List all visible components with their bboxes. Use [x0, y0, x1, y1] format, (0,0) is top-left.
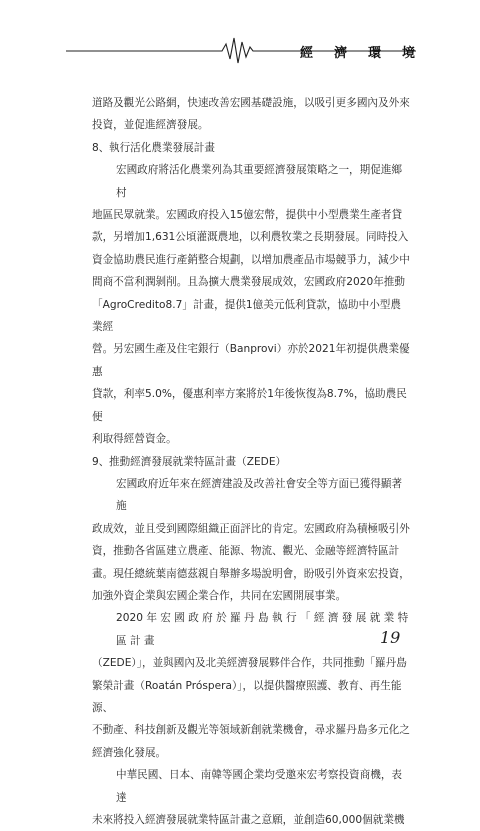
paragraph-line: 資，推動各省區建立農產、能源、物流、觀光、金融等經濟特區計: [92, 545, 400, 558]
paragraph-line: 道路及觀光公路網，快速改善宏國基礎設施，以吸引更多國內及外來: [92, 97, 410, 109]
item-9-paragraph-1: [92, 473, 410, 607]
paragraph-line: 款，另增加1,631公頃灌溉農地，以利農牧業之長期發展。同時投入: [92, 231, 409, 244]
body-text: [92, 92, 410, 831]
paragraph-line: 投資，並促進經濟發展。: [92, 119, 209, 132]
paragraph-line: 利取得經營資金。: [92, 433, 177, 446]
section-title-char: 境: [401, 46, 416, 61]
item-heading-text: 推動經濟發展就業特區計畫（ZEDE）: [109, 455, 287, 468]
paragraph-line: 「AgroCredito8.7」計畫，提供1億美元低利貸款，協助中小型農業經: [92, 298, 401, 334]
page-header: [0, 0, 480, 80]
paragraph-line: 營。另宏國生產及住宅銀行（Banprovi）亦於2021年初提供農業優惠: [92, 343, 410, 378]
paragraph-line: 經濟強化發展。: [92, 746, 167, 759]
item-8-paragraph: [92, 159, 410, 450]
section-title-char: 環: [367, 46, 382, 61]
paragraph-line: 2020 年 宏 國 政 府 於 羅 丹 島 執 行 「 經 濟 發 展 就 業 特 區 計 畫: [116, 612, 409, 647]
paragraph-line: 地區民眾就業。宏國政府投入15億宏幣，提供中小型農業生產者貸: [92, 209, 403, 222]
section-title-char: 經: [300, 46, 315, 61]
paragraph-line: 未來將投入經濟發展就業特區計畫之意願，並創造60,000個就業機: [92, 814, 405, 826]
paragraph-line: 畫。現任總統葉南德茲親自舉辦多場說明會，盼吸引外資來宏投資，: [92, 567, 410, 580]
item-heading-text: 執行活化農業發展計畫: [109, 141, 215, 154]
section-title: [300, 42, 416, 61]
item-9-paragraph-3: [92, 764, 410, 831]
item-9-heading: [92, 451, 410, 473]
paragraph-line: 繁榮計畫（Roatán Próspera）」，以提供醫療照護、教育、再生能源、: [92, 679, 402, 714]
paragraph-line: 宏國政府近年來在經濟建設及改善社會安全等方面已獲得顯著施: [116, 477, 403, 513]
paragraph-line: 貸款，利率5.0%，優惠利率方案將於1年後恢復為8.7%，協助農民便: [92, 388, 407, 423]
item-number: 8、: [92, 141, 110, 154]
paragraph-line: 中華民國、日本、南韓等國企業均受邀來宏考察投資商機，表達: [116, 769, 403, 804]
item-8-heading: [92, 137, 410, 159]
paragraph-line: 宏國政府將活化農業列為其重要經濟發展策略之一，期促進鄉村: [116, 164, 403, 199]
section-title-char: 濟: [333, 46, 348, 61]
item-9-paragraph-2: [92, 607, 410, 764]
paragraph-line: 資金協助農民進行產銷整合規劃，以增加農產品市場競爭力，減少中: [92, 253, 410, 266]
paragraph-line: 政成效，並且受到國際組織正面評比的肯定。宏國政府為積極吸引外: [92, 522, 410, 535]
paragraph-line: 不動產、科技創新及觀光等領域新創就業機會，尋求羅丹島多元化之: [92, 724, 410, 737]
paragraph-line: 間商不當利潤剝削。且為擴大農業發展成效，宏國政府2020年推動: [92, 276, 405, 289]
paragraph-line: 加強外資企業與宏國企業合作，共同在宏國開展事業。: [92, 589, 347, 602]
page-number: 19: [380, 628, 401, 647]
item-number: 9、: [92, 455, 110, 468]
ecg-line-ornament: [0, 0, 480, 80]
paragraph-line: （ZEDE）」，並與國內及北美經濟發展夥伴合作，共同推動「羅丹島: [92, 657, 407, 670]
